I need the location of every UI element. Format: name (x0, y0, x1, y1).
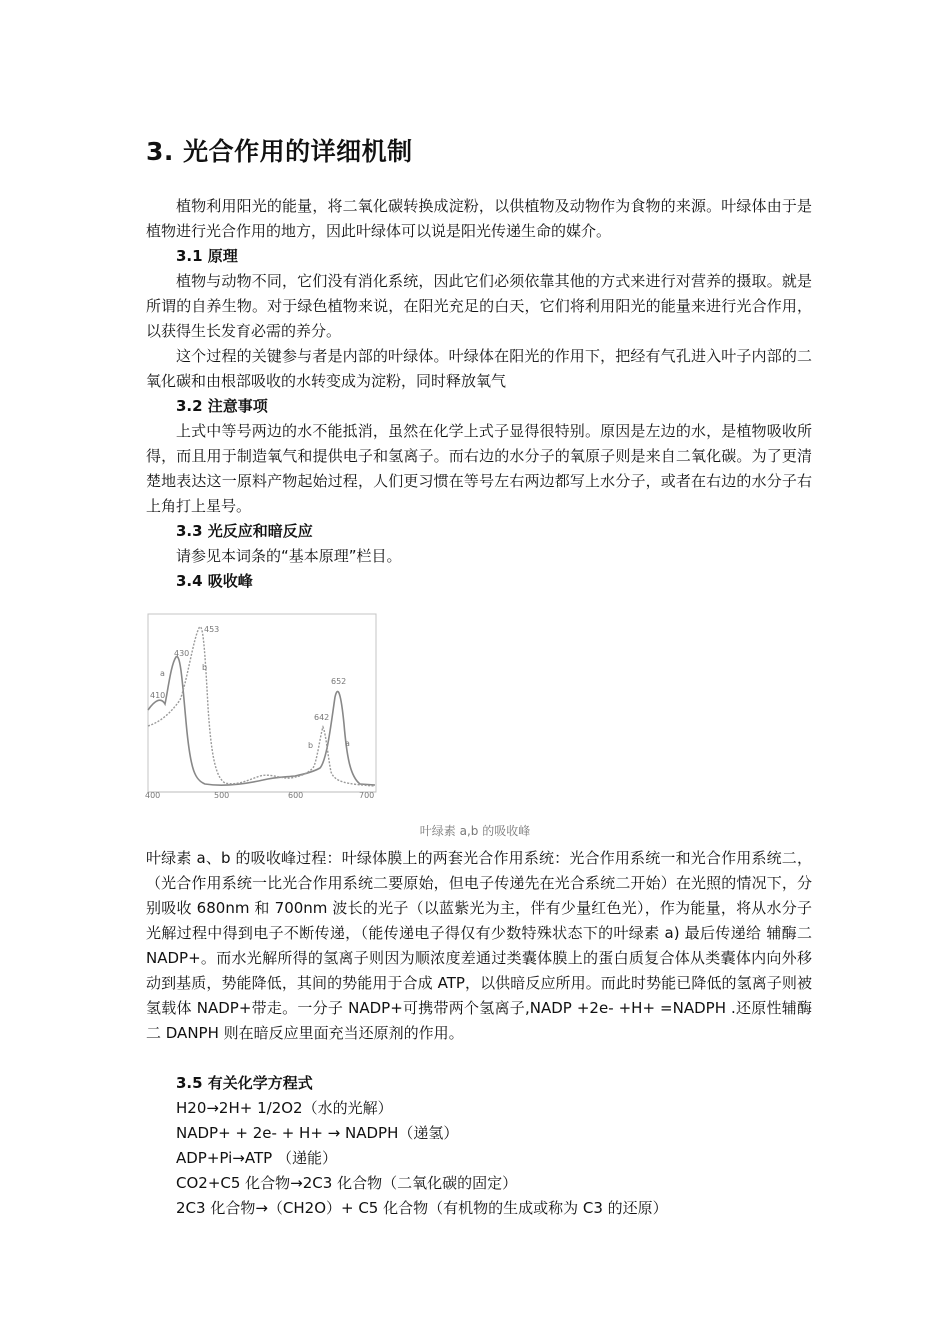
absorption-spectrum-figure (145, 612, 380, 802)
curve-a (148, 657, 375, 786)
tick-label-500: 500 (214, 791, 230, 800)
peak-label-642: 642 (314, 713, 330, 722)
heading-3-4: 3.4 吸收峰 (176, 572, 253, 590)
peak-label-430: 430 (174, 649, 190, 658)
paragraph-3-4: 叶绿素 a、b 的吸收峰过程：叶绿体膜上的两套光合作用系统：光合作用系统一和光合作用系统二，（光合作用系统一比光合作用系统二要原始，但电子传递先在光合系统二开始）在光照的情况下，分别吸收 680nm 和 700nm 波长的光子（以蓝紫光为主，伴有少量红色光），作为能量，将从水分子光解过程中得到电子不断传递，（能传递电子得仅有少数特殊状态下的叶绿素 a) 最后传递给 辅酶二 NADP+。而水光解所得的氢离子则因为顺浓度差通过类囊体膜上的蛋白质复合体从类囊体内向外移动到基质，势能降低，其间的势能用于合成 ATP，以供暗反应所用。而此时势能已降低的氢离子则被氢载体 NADP+带走。一分子 NADP+可携带两个氢离子,NADP +2e- +H+ =NADPH .还原性辅酶二 DANPH 则在暗反应里面充当还原剂的作用。 (146, 849, 812, 1042)
curve-label-a-left: a (160, 669, 165, 678)
equation-2: NADP+ + 2e- + H+ → NADPH（递氢） (176, 1124, 459, 1142)
intro-paragraph: 植物利用阳光的能量，将二氧化碳转换成淀粉，以供植物及动物作为食物的来源。叶绿体由于是植物进行光合作用的地方，因此叶绿体可以说是阳光传递生命的媒介。 (146, 197, 812, 240)
equation-4: CO2+C5 化合物→2C3 化合物（二氧化碳的固定） (176, 1174, 518, 1192)
peak-label-410: 410 (150, 691, 166, 700)
curve-label-a-right: a (345, 739, 350, 748)
equation-3: ADP+Pi→ATP （递能） (176, 1149, 337, 1167)
tick-label-400: 400 (145, 791, 161, 800)
paragraph-3-1-a: 植物与动物不同，它们没有消化系统，因此它们必须依靠其他的方式来进行对营养的摄取。就是所谓的自养生物。对于绿色植物来说，在阳光充足的白天，它们将利用阳光的能量来进行光合作用，以获得生长发育必需的养分。 (146, 272, 812, 340)
heading-3-3: 3.3 光反应和暗反应 (176, 522, 313, 540)
section-title: 3. 光合作用的详细机制 (146, 137, 413, 166)
tick-label-600: 600 (288, 791, 304, 800)
heading-3-1: 3.1 原理 (176, 247, 238, 265)
equation-1: H20→2H+ 1/2O2（水的光解） (176, 1099, 393, 1117)
figure-caption: 叶绿素 a,b 的吸收峰 (419, 824, 531, 838)
equation-5: 2C3 化合物→（CH2O）+ C5 化合物（有机物的生成或称为 C3 的还原） (176, 1199, 668, 1217)
curve-label-b-left: b (202, 663, 208, 672)
peak-label-652: 652 (331, 677, 347, 686)
curve-label-b-right: b (308, 741, 314, 750)
paragraph-3-3: 请参见本词条的“基本原理”栏目。 (176, 547, 402, 565)
peak-label-453: 453 (204, 625, 220, 634)
paragraph-3-1-b: 这个过程的关键参与者是内部的叶绿体。叶绿体在阳光的作用下，把经有气孔进入叶子内部的二氧化碳和由根部吸收的水转变成为淀粉，同时释放氧气 (146, 347, 812, 390)
heading-3-5: 3.5 有关化学方程式 (176, 1074, 313, 1092)
heading-3-2: 3.2 注意事项 (176, 397, 268, 415)
tick-label-700: 700 (359, 791, 375, 800)
paragraph-3-2: 上式中等号两边的水不能抵消，虽然在化学上式子显得很特别。原因是左边的水，是植物吸收所得，而且用于制造氧气和提供电子和氢离子。而右边的水分子的氧原子则是来自二氧化碳。为了更清楚地表达这一原料产物起始过程，人们更习惯在等号左右两边都写上水分子，或者在右边的水分子右上角打上星号。 (146, 422, 812, 515)
